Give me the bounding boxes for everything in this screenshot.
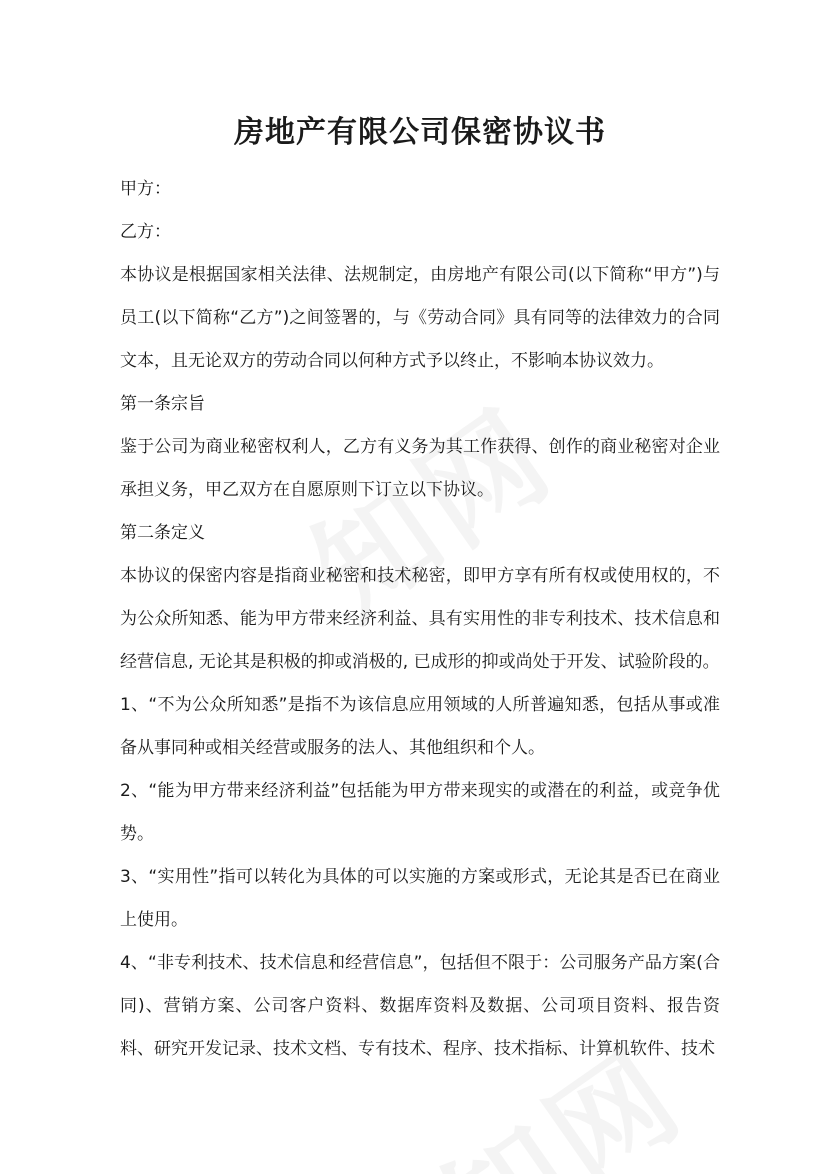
- party-a-line: 甲方：: [120, 179, 171, 199]
- article-2-heading: 第二条定义: [120, 523, 205, 543]
- article-1-paragraph: 鉴于公司为商业秘密权利人，乙方有义务为其工作获得、创作的商业秘密对企业承担义务，甲乙双方在自愿原则下订立以下协议。: [120, 437, 720, 500]
- preamble-paragraph: 本协议是根据国家相关法律、法规制定，由房地产有限公司(以下简称“甲方”)与员工(以下简称“乙方”)之间签署的，与《劳动合同》具有同等的法律效力的合同文本，且无论双方的劳动合同以何种方式予以终止，不影响本协议效力。: [120, 265, 720, 371]
- definition-item-1: 1、“不为公众所知悉”是指不为该信息应用领域的人所普遍知悉，包括从事或准备从事同种或相关经营或服务的法人、其他组织和个人。: [120, 695, 720, 758]
- party-b-line: 乙方：: [120, 222, 171, 242]
- document-title: 房地产有限公司保密协议书: [234, 115, 606, 150]
- definition-item-3: 3、“实用性”指可以转化为具体的可以实施的方案或形式，无论其是否已在商业上使用。: [120, 867, 720, 930]
- definition-item-4: 4、“非专利技术、技术信息和经营信息”，包括但不限于：公司服务产品方案(合同)、营销方案、公司客户资料、数据库资料及数据、公司项目资料、报告资料、研究开发记录、技术文档、专有技术、程序、技术指标、计算机软件、技术: [120, 953, 720, 1059]
- article-1-heading: 第一条宗旨: [120, 394, 205, 414]
- document-body: [120, 110, 720, 1071]
- article-2-paragraph: 本协议的保密内容是指商业秘密和技术秘密，即甲方享有所有权或使用权的，不为公众所知悉、能为甲方带来经济利益、具有实用性的非专利技术、技术信息和经营信息, 无论其是积极的抑或消极的, 已成形的抑或尚处于开发、试验阶段的。: [120, 566, 720, 672]
- definition-item-2: 2、“能为甲方带来经济利益”包括能为甲方带来现实的或潜在的利益，或竞争优势。: [120, 781, 720, 844]
